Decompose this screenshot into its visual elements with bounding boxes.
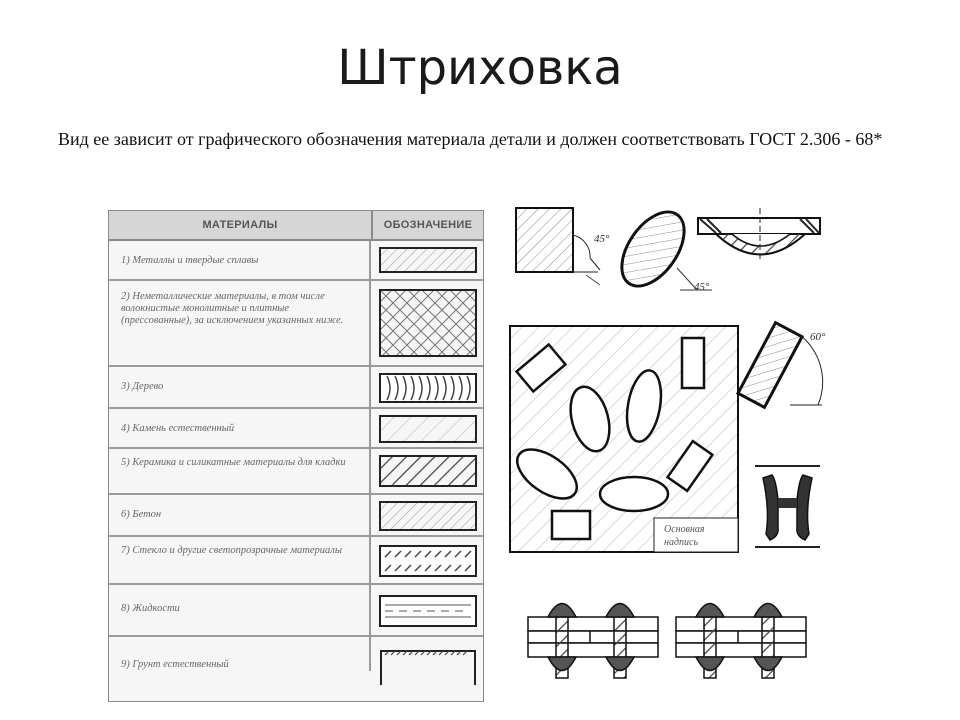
- material-label: 6) Бетон: [109, 495, 371, 535]
- hatched-square: [516, 208, 610, 285]
- material-label: 1) Металлы и твердые сплавы: [109, 241, 371, 279]
- material-label: 4) Камень естественный: [109, 409, 371, 447]
- slide-title: Штриховка: [337, 40, 623, 96]
- rivet-joint: [528, 604, 658, 679]
- material-label: 2) Неметаллические материалы, в том числе волокнистые монолитные и плитные (прессованные), за исключением указанных ниже.: [109, 281, 371, 365]
- section-piece: [698, 208, 820, 262]
- material-label: 7) Стекло и другие светопрозрачные материалы: [109, 537, 371, 583]
- hatched-plate: [509, 326, 738, 552]
- stamp-label-line2: надпись: [664, 537, 699, 548]
- angle-label: 45°: [694, 281, 710, 293]
- stamp-label-line1: Основная: [664, 524, 705, 535]
- i-beam-section: [755, 466, 820, 547]
- header-symbol: ОБОЗНАЧЕНИЕ: [383, 219, 473, 231]
- material-label: 5) Керамика и силикатные материалы для кладки: [109, 449, 371, 493]
- material-label: 8) Жидкости: [109, 585, 371, 635]
- material-label: 3) Дерево: [109, 367, 371, 407]
- tilted-rectangle: [738, 323, 826, 408]
- angle-label: 60°: [810, 331, 826, 343]
- hatched-ellipse: [609, 201, 712, 297]
- material-label: 9) Грунт естественный: [109, 637, 371, 671]
- angle-label: 45°: [594, 233, 610, 245]
- slide-description: Вид ее зависит от графического обозначения материала детали и должен соответствовать ГОСТ 2.306 - 68*: [58, 129, 883, 149]
- header-material: МАТЕРИАЛЫ: [109, 211, 373, 239]
- rivet-joint: [676, 604, 806, 679]
